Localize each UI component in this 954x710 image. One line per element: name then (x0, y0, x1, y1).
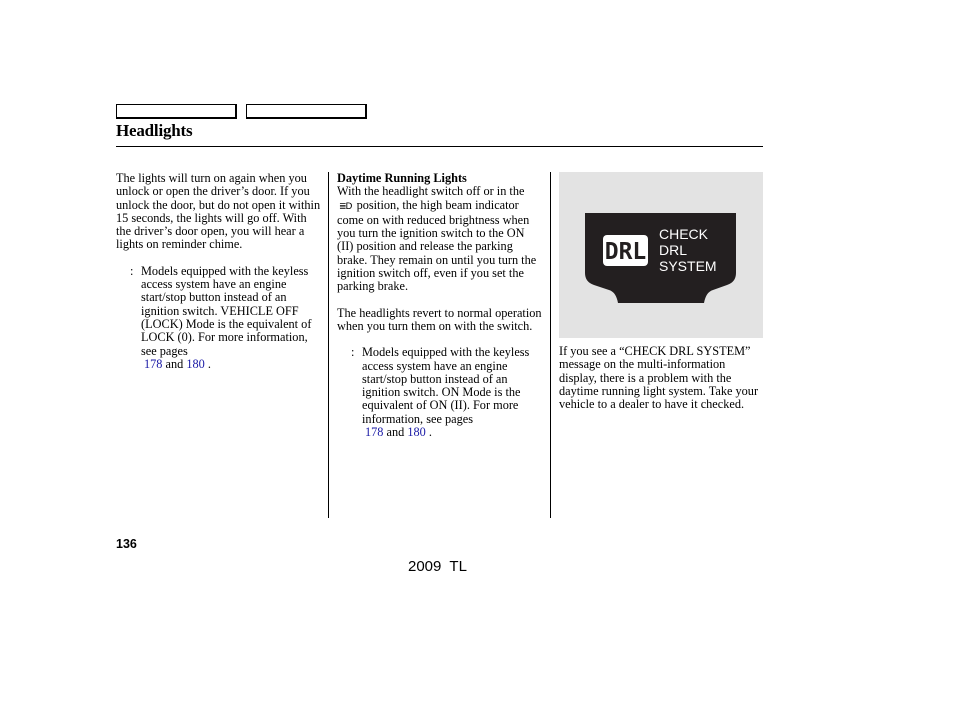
drl-heading: Daytime Running Lights (337, 171, 467, 185)
nav-tab-2[interactable] (246, 104, 367, 119)
col3-paragraph: If you see a “CHECK DRL SYSTEM” message on the multi-information display, there is a problem with the daytime running light system. Take your vehicle to a dealer to have it checked. (559, 344, 759, 412)
page-link-178[interactable]: 178 (144, 356, 163, 371)
message-line-3: SYSTEM (659, 258, 717, 274)
nav-tab-1[interactable] (116, 104, 237, 119)
page-link-180[interactable]: 180 (407, 425, 426, 440)
col1-paragraph: The lights will turn on again when you unlock or open the driver’s door. If you unlock the door, but do not open it within 15 seconds, the lights will go off. With the driver’s door open, you will hear a lights on reminder chime. (116, 171, 321, 252)
column-1 (116, 172, 321, 371)
message-line-2: DRL (659, 242, 688, 258)
page-number: 136 (116, 537, 137, 551)
column-divider-2 (550, 172, 551, 518)
title-divider (116, 146, 763, 147)
drl-badge-text: DRL (604, 239, 647, 265)
col1-note (116, 265, 321, 371)
footer-model: 2009 TL (408, 558, 467, 575)
column-3 (559, 345, 759, 411)
col2-paragraph-2: The headlights revert to normal operation when you turn them on with the switch. (337, 305, 542, 333)
col2-note-text: Models equipped with the keyless access system have an engine start/stop button instead of an ignition switch. ON Mode is the equivalent of ON (II). For more information, see pages (362, 345, 530, 426)
page-link-178[interactable]: 178 (365, 425, 384, 440)
note-marker: : (351, 345, 355, 360)
col2-paragraph-1: With the headlight switch off or in the ≣D position, the high beam indicator come on with reduced brightness when you turn the ignition switch to the ON (II) position and release the parking brake. They remain on until you turn the ignition switch off, even if you set the parking brake. (337, 184, 537, 294)
note-marker: : (130, 263, 134, 278)
col2-note (337, 346, 543, 439)
drl-display-figure (559, 172, 763, 338)
and-text: and (165, 356, 184, 371)
section-title: Headlights (116, 121, 193, 140)
headlight-icon: ≣D (339, 201, 352, 212)
message-line-1: CHECK (659, 226, 709, 242)
column-2 (337, 172, 543, 439)
column-divider-1 (328, 172, 329, 518)
page-link-180[interactable]: 180 (186, 356, 205, 371)
multi-info-display-illustration (559, 172, 763, 338)
and-text: and (386, 425, 405, 440)
col1-note-text: Models equipped with the keyless access system have an engine start/stop button instead of an ignition switch. VEHICLE OFF (LOCK) Mode is the equivalent of LOCK (0). For more information, see pages (141, 263, 312, 358)
period: . (207, 356, 211, 371)
period: . (428, 425, 432, 440)
